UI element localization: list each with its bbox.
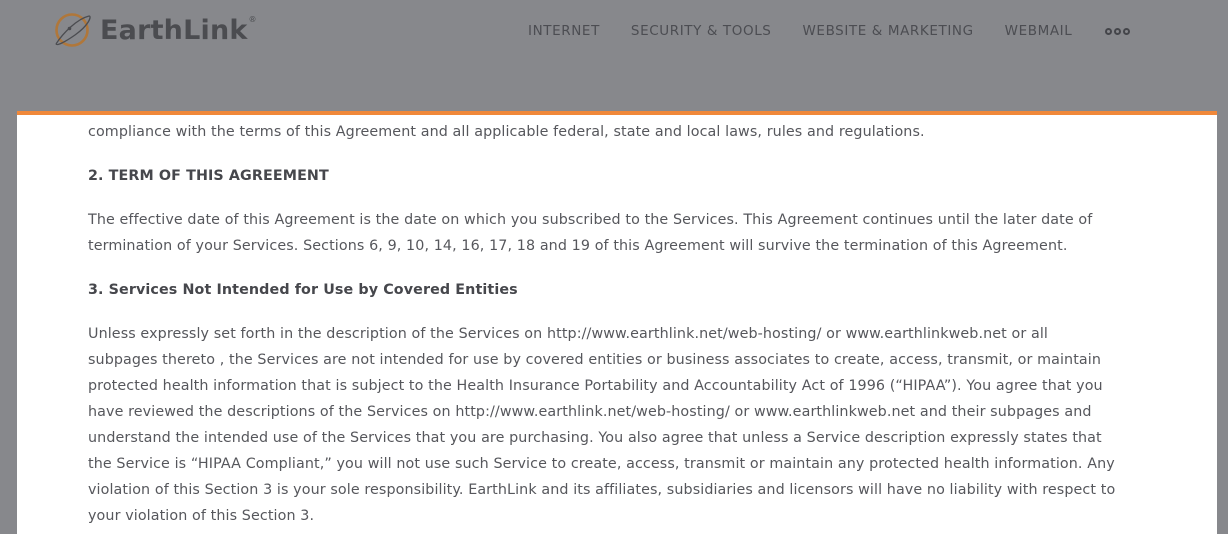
- logo-text: EarthLink: [100, 14, 248, 46]
- section-heading-term: 2. TERM OF THIS AGREEMENT: [88, 168, 329, 184]
- text-line: understand the intended use of the Services that you are purchasing. You also agree that unless a Service description expressly states that: [88, 430, 1102, 446]
- more-dot: [1123, 28, 1130, 35]
- more-horizontal-icon[interactable]: [1105, 28, 1130, 35]
- site-header: [0, 0, 1228, 62]
- nav-item-webmail[interactable]: WEBMAIL: [1004, 23, 1073, 39]
- text-line: termination of your Services. Sections 6, 9, 10, 14, 16, 17, 18 and 19 of this Agreement will survive the termination of this Agreement.: [88, 238, 1068, 254]
- more-dot: [1105, 28, 1112, 35]
- text-line: The effective date of this Agreement is the date on which you subscribed to the Services. This Agreement continues until the later date of: [88, 212, 1093, 228]
- main-nav: [528, 21, 1130, 41]
- earthlink-orbit-logo-icon: [53, 11, 93, 49]
- text-line: violation of this Section 3 is your sole responsibility. EarthLink and its affiliates, subsidiaries and licensors will have no liability with respect to: [88, 482, 1116, 498]
- agreement-paragraph: [88, 119, 1148, 145]
- earthlink-logo[interactable]: [53, 11, 257, 49]
- text-line: subpages thereto , the Services are not intended for use by covered entities or business associates to create, access, transmit, or maintain: [88, 352, 1102, 368]
- nav-item-security-tools[interactable]: SECURITY & TOOLS: [630, 23, 772, 39]
- more-dot: [1114, 28, 1121, 35]
- text-line: protected health information that is subject to the Health Insurance Portability and Accountability Act of 1996 (“HIPAA”). You agree that you: [88, 378, 1103, 394]
- nav-item-website-marketing[interactable]: WEBSITE & MARKETING: [802, 23, 974, 39]
- agreement-paragraph: [88, 207, 1148, 259]
- agreement-paragraph: [88, 321, 1148, 529]
- section-heading-covered-entities: 3. Services Not Intended for Use by Covered Entities: [88, 282, 518, 298]
- registered-mark: ®: [248, 15, 257, 24]
- text-line: Unless expressly set forth in the description of the Services on http://www.earthlink.net/web-hosting/ or www.earthlinkweb.net or all: [88, 326, 1048, 342]
- text-line: your violation of this Section 3.: [88, 508, 315, 524]
- text-line: have reviewed the descriptions of the Services on http://www.earthlink.net/web-hosting/ or www.earthlinkweb.net and their subpages and: [88, 404, 1092, 420]
- text-line: compliance with the terms of this Agreement and all applicable federal, state and local laws, rules and regulations.: [88, 124, 925, 140]
- text-line: the Service is “HIPAA Compliant,” you will not use such Service to create, access, transmit or maintain any protected health information. Any: [88, 456, 1115, 472]
- agreement-modal[interactable]: [17, 111, 1217, 534]
- agreement-content: [88, 119, 1148, 534]
- nav-item-internet[interactable]: INTERNET: [528, 23, 600, 39]
